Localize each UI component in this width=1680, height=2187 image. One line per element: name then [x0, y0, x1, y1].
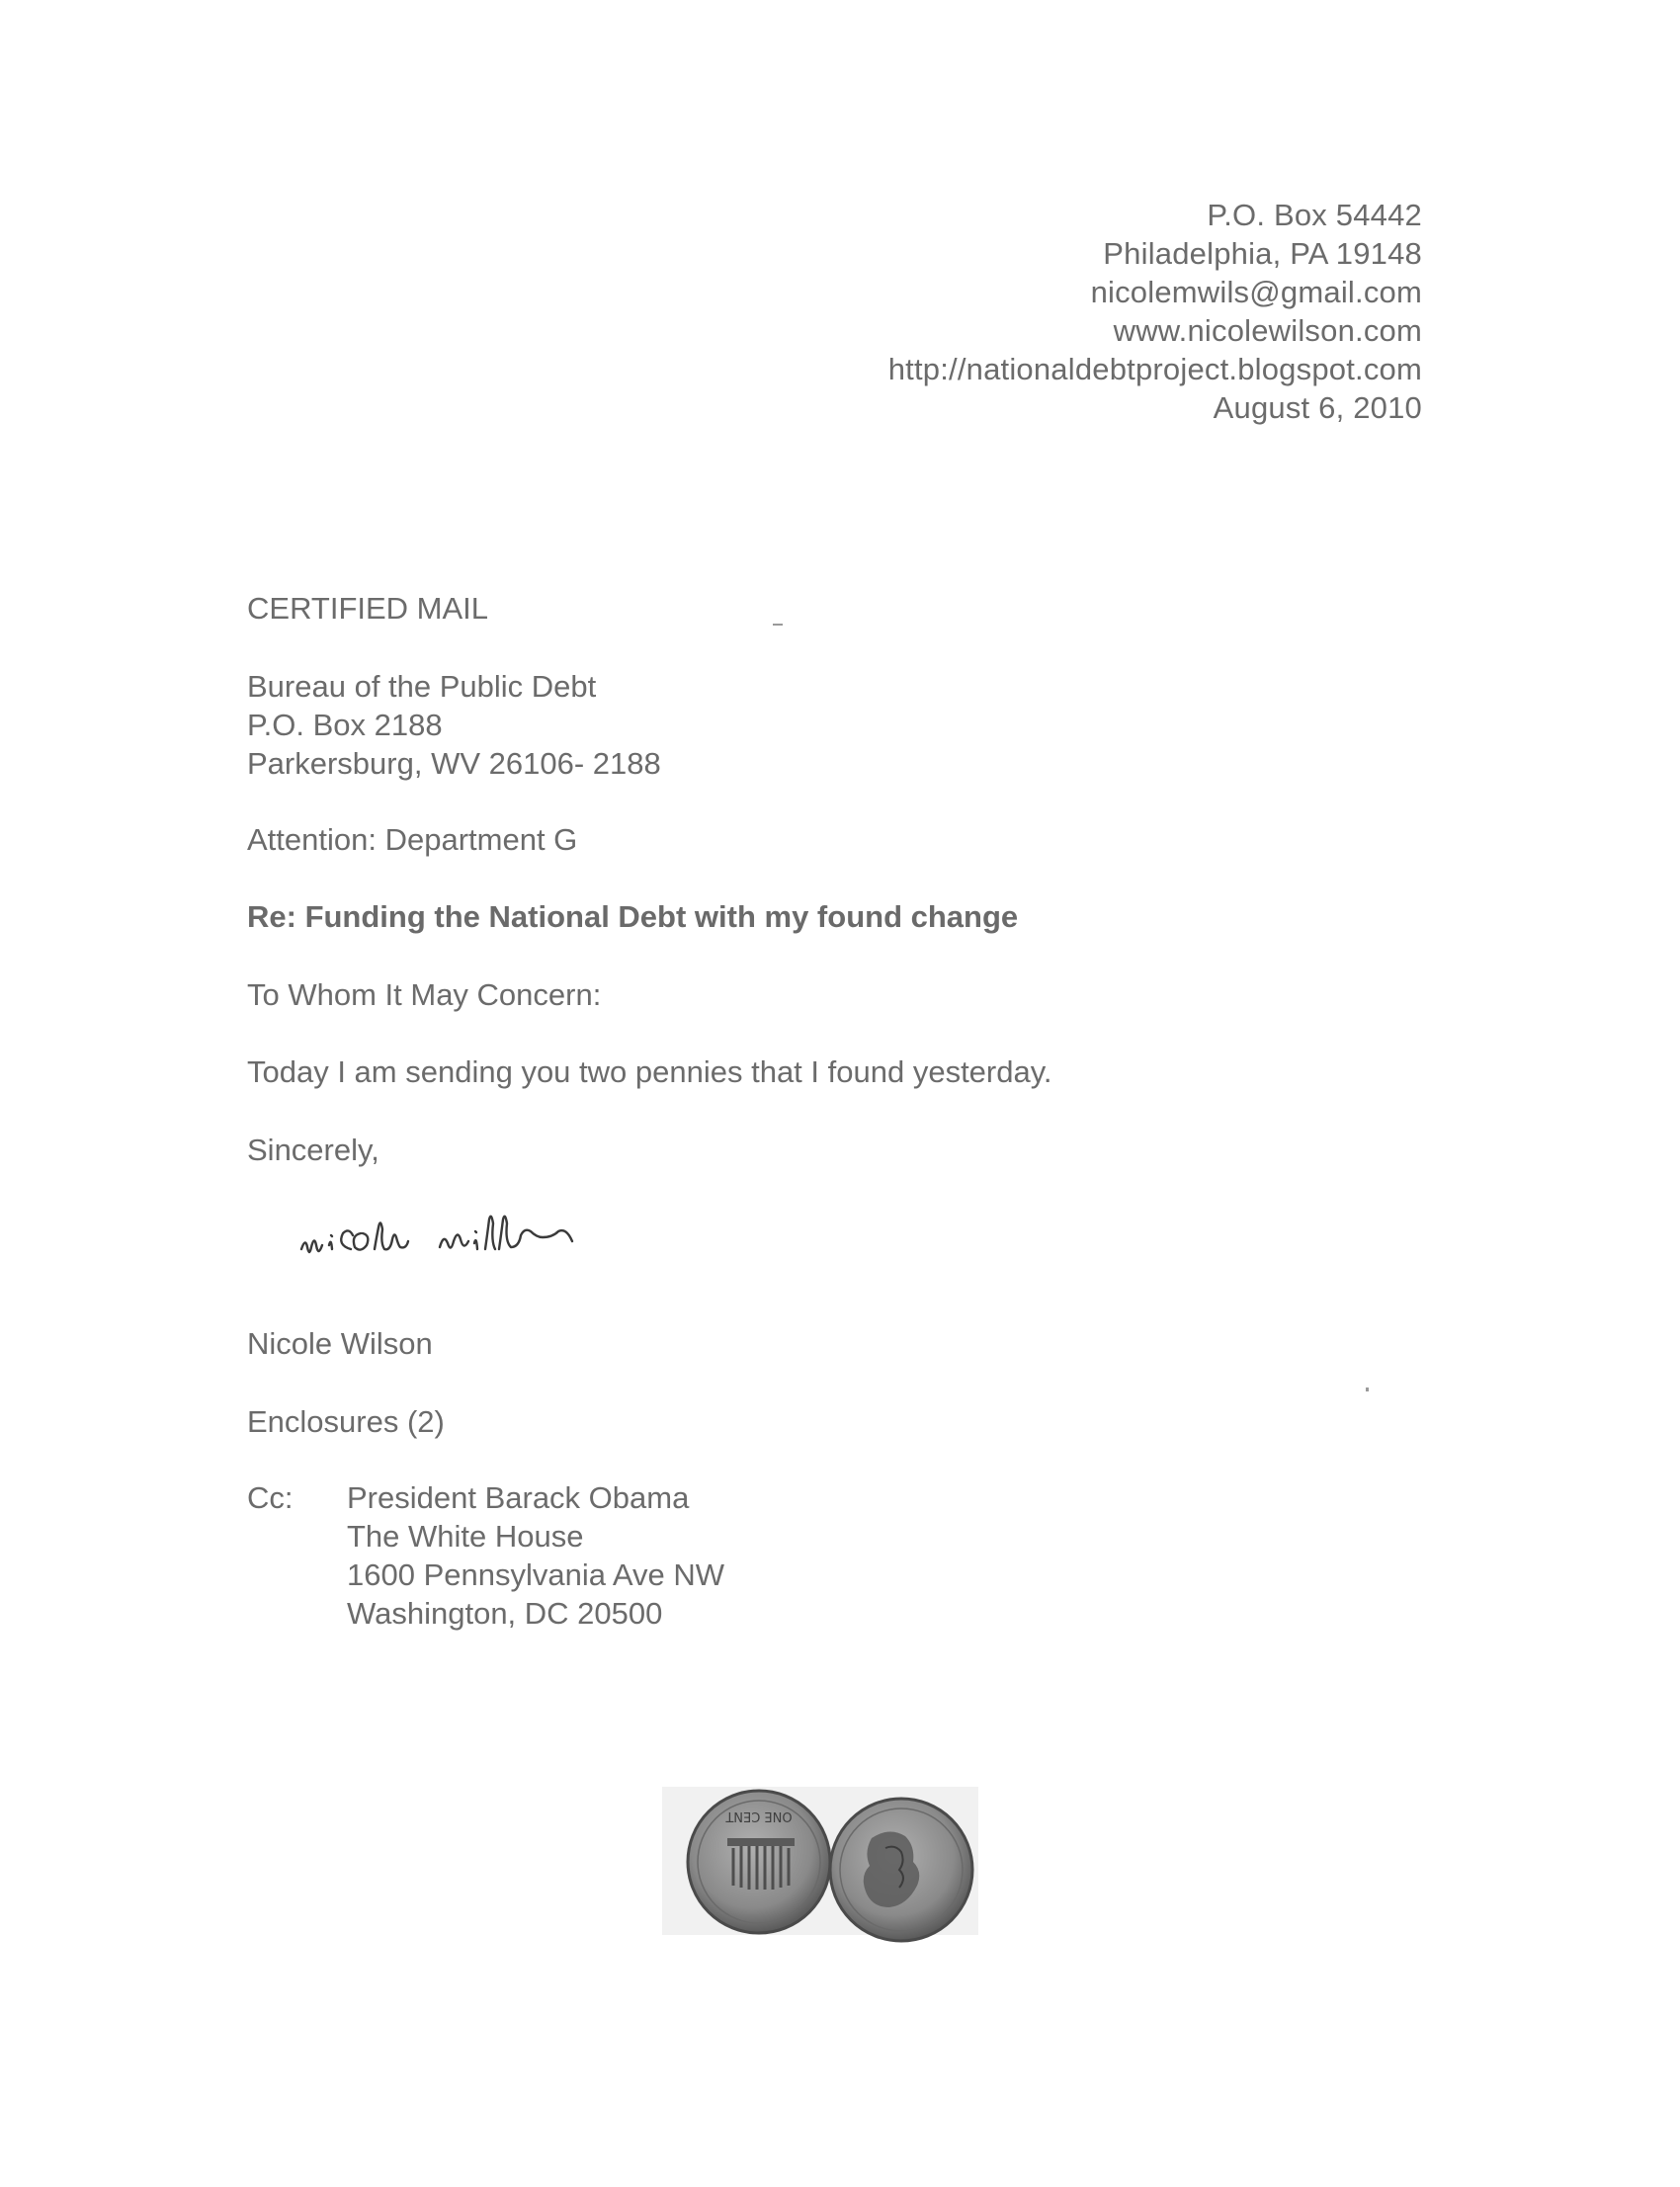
taped-pennies — [642, 1779, 998, 1957]
recipient-po-box: P.O. Box 2188 — [247, 708, 443, 742]
handwritten-signature — [292, 1198, 716, 1297]
cc-address — [347, 1478, 724, 1633]
penny-obverse — [830, 1799, 972, 1941]
scan-speck — [773, 624, 783, 626]
salutation: To Whom It May Concern: — [247, 977, 602, 1012]
sender-city: Philadelphia, PA 19148 — [1103, 236, 1422, 271]
sender-website: www.nicolewilson.com — [1113, 313, 1422, 348]
enclosures-line: Enclosures (2) — [247, 1404, 445, 1439]
sender-po-box: P.O. Box 54442 — [1207, 198, 1422, 232]
signer-name: Nicole Wilson — [247, 1326, 433, 1361]
letter-date: August 6, 2010 — [1213, 390, 1422, 425]
cc-organization: The White House — [347, 1519, 584, 1554]
coin-denomination-text: ONE CENT — [725, 1808, 793, 1823]
sender-address-block — [888, 196, 1422, 427]
attention-line: Attention: Department G — [247, 822, 578, 857]
letter-body: Today I am sending you two pennies that I found yesterday. — [247, 1054, 1052, 1089]
delivery-method: CERTIFIED MAIL — [247, 591, 489, 626]
recipient-name: Bureau of the Public Debt — [247, 669, 597, 704]
sender-email: nicolemwils@gmail.com — [1090, 275, 1422, 309]
closing: Sincerely, — [247, 1133, 379, 1167]
subject-line: Re: Funding the National Debt with my found change — [247, 899, 1019, 934]
cc-city: Washington, DC 20500 — [347, 1596, 663, 1631]
cc-street: 1600 Pennsylvania Ave NW — [347, 1557, 724, 1592]
cc-name: President Barack Obama — [347, 1480, 690, 1515]
sender-blog-url: http://nationaldebtproject.blogspot.com — [887, 352, 1422, 386]
cc-label: Cc: — [247, 1480, 294, 1515]
penny-reverse — [688, 1791, 830, 1933]
recipient-address-block — [247, 667, 661, 783]
recipient-city: Parkersburg, WV 26106- 2188 — [247, 746, 661, 781]
scan-speck — [1366, 1388, 1369, 1391]
